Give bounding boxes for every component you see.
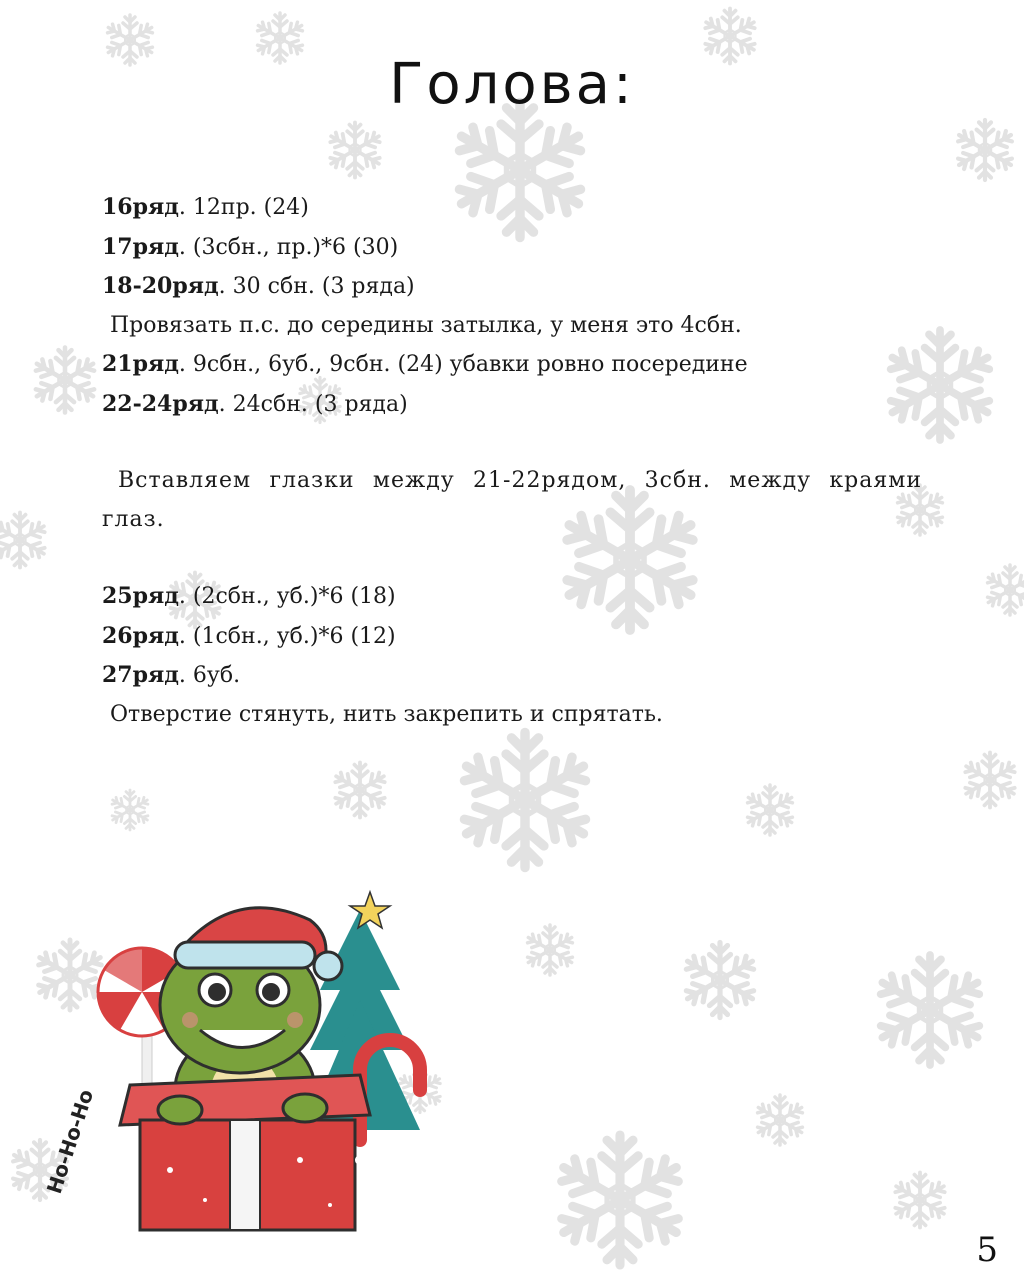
row-16 <box>102 188 922 228</box>
row-label: 26ряд <box>102 622 179 649</box>
row-label: 17ряд <box>102 233 179 260</box>
row-label: 18-20ряд <box>102 273 219 299</box>
note-finish: Отверстие стянуть, нить закрепить и спрятать. <box>110 701 663 727</box>
row-text: . 30 сбн. (3 ряда) <box>218 274 415 299</box>
pattern-instructions <box>102 188 922 734</box>
page-number: 5 <box>976 1230 998 1270</box>
row-27 <box>102 656 922 696</box>
row-text: . 24сбн. (3 ряда) <box>218 391 408 417</box>
row-label: 25ряд <box>102 583 179 609</box>
row-18-20 <box>102 267 922 307</box>
page-title: Голова: <box>389 52 635 117</box>
row-label: 16ряд <box>102 194 179 220</box>
row-text: . (1сбн., уб.)*6 (12) <box>178 623 396 649</box>
row-label: 27ряд <box>102 662 179 688</box>
row-label: 22-24ряд <box>102 390 219 417</box>
row-21 <box>102 345 922 385</box>
row-text: . (2сбн., уб.)*6 (18) <box>178 584 396 609</box>
row-text: . 9сбн., 6уб., 9сбн. (24) убавки ровно посередине <box>178 352 748 377</box>
row-25 <box>102 577 922 617</box>
note-tie-off: Провязать п.с. до середины затылка, у меня это 4сбн. <box>110 312 742 338</box>
ho-ho-ho-caption: Ho-Ho-Ho <box>41 1086 99 1197</box>
gift-box-icon <box>120 1075 387 1230</box>
row-text: . 12пр. (24) <box>178 195 309 220</box>
eyes-paragraph: Вставляем глазки между 21-22рядом, 3сбн. между краями глаз. <box>102 468 922 532</box>
row-22-24 <box>102 385 922 425</box>
row-label: 21ряд <box>102 351 179 377</box>
row-text: . (3сбн., пр.)*6 (30) <box>178 234 399 260</box>
row-26 <box>102 617 922 657</box>
row-17 <box>102 228 922 268</box>
dinosaur-in-gift-box-icon <box>30 880 450 1240</box>
row-text: . 6уб. <box>178 663 241 688</box>
